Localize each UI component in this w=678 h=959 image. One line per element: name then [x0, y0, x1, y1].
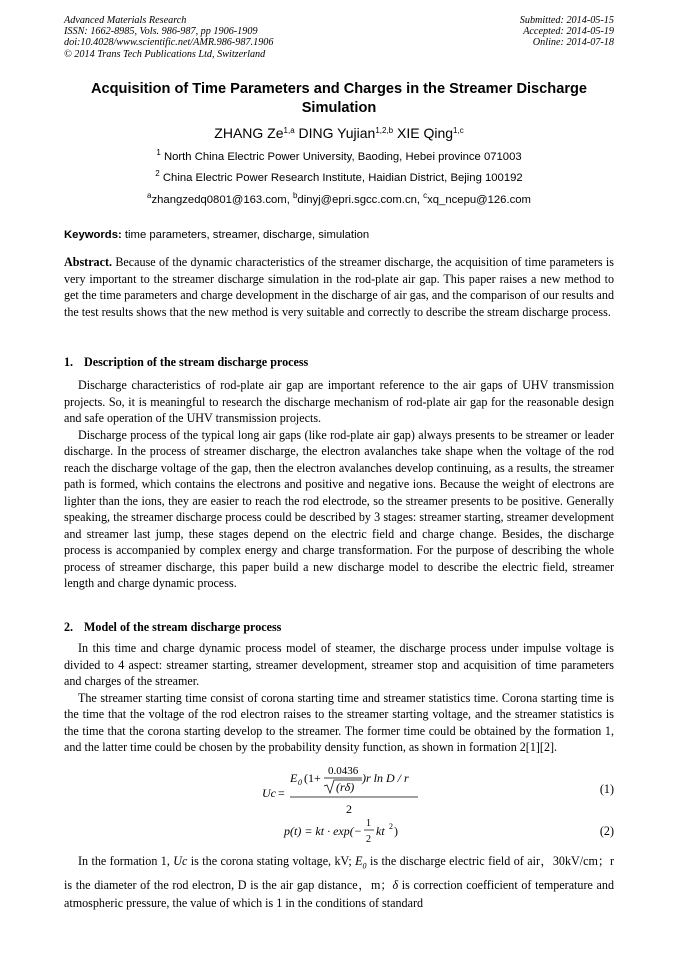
journal-header: [64, 15, 273, 60]
var-e0-sub: 0: [362, 861, 367, 871]
equation-1-number: (1): [599, 782, 614, 796]
eq2-frac-num: 1: [366, 818, 371, 829]
eq2-text-b: kt: [376, 824, 385, 838]
eq2-text-a: p(t) = kt · exp(−: [284, 824, 362, 838]
keywords: [64, 228, 369, 242]
section-2-heading: [64, 619, 281, 635]
equation-1: [258, 763, 428, 818]
paragraph: Discharge characteristics of rod-plate air gap are important reference to the air gaps of UHV transmission projects. So, it is meaningful to research the discharge mechanism of rod-plate air gap for the reasonable design and safe operation of the UHV transmission projects.: [64, 378, 614, 425]
journal-name: Advanced Materials Research: [64, 15, 187, 26]
accepted-date: Accepted: 2014-05-19: [523, 26, 614, 38]
affiliation-2: [60, 171, 618, 185]
author-name: ZHANG Ze: [214, 125, 284, 141]
eq1-lhs: Uc: [262, 786, 276, 800]
keywords-label: Keywords:: [64, 229, 122, 241]
paragraph: Discharge process of the typical long air gaps (like rod-plate air gap) always presents to be streamer or leader discharge. In the process of streamer discharge, the electron avalanches take shape when the voltage of the rod reach the discharge voltage of the gap, then the electron avalanches develop continuing, as a results, the streamer path is formed, which contains the electrons and positive and negative ions. Because the weight of electrons are lighter than the ions, they are easier to reach the rod electrode, so the streamer presents to be positive. Generally speaking, the streamer discharge process could be described by 3 stages: streamer starting, streamer development and streamer last jump, these stages depend on the electric field and charge change. Besides, the discharge process is accompanied by complex energy and charge transformation. For the purpose of describing the whole process of streamer discharge, this paper build a new discharge model to describe the electric field, streamer length and charge dynamic process.: [64, 427, 614, 590]
eq1-e: E: [290, 771, 298, 785]
var-uc: Uc: [173, 854, 188, 868]
author-list: [60, 124, 618, 142]
eq1-den: 2: [346, 802, 352, 816]
equation-2: [282, 817, 432, 849]
abstract-text: Because of the dynamic characteristics of the streamer discharge, the acquisition of time parameters is very important to the streamer discharge simulation in the rod-plate air gap. This paper raises a new method to get the time parameters and charge development in the discharge of air gas, and the comparison of our results and the test results shows that the new method is very suitable and correctly to describe the stream discharge process.: [64, 255, 614, 319]
section-1-body: [64, 377, 614, 592]
email-b: dinyj@epri.sgcc.com.cn,: [297, 194, 424, 206]
email-sup: b: [292, 191, 298, 200]
submitted-date: Submitted: 2014-05-15: [519, 15, 614, 26]
equation-2-number: (2): [599, 824, 614, 838]
abstract-label: Abstract.: [64, 255, 113, 269]
eq2-text-c: ): [394, 824, 398, 838]
journal-doi: doi:10.4028/www.scientific.net/AMR.986-987.1906: [64, 37, 274, 49]
eq2-frac-den: 2: [366, 834, 371, 845]
paragraph: In this time and charge dynamic process model of steamer, the discharge process under impulse voltage is divided to 4 aspect: streamer starting, streamer development, streamer stop and acquisition of time parameters and charges of the streamer.: [64, 641, 614, 688]
author-name: DING Yujian: [298, 125, 376, 141]
keywords-text: time parameters, streamer, discharge, simulation: [121, 229, 370, 241]
eq1-e-sub: 0: [298, 778, 302, 787]
affiliation-text: China Electric Power Research Institute, Haidian District, Bejing 100192: [162, 172, 523, 184]
affiliation-sup: 2: [155, 169, 160, 178]
eq1-equals: =: [278, 786, 285, 800]
text: is the discharge electric field of air，30kV/cm；r is the diameter of the rod electron, D is the air gap distance，m；: [64, 854, 614, 892]
paragraph: The streamer starting time consist of corona starting time and streamer statistics time. Corona starting time is the time that the voltage of the rod electron raises to the streamer starting voltage, and the streamer statistics is the time that the corona starting develop to the streamer. The former time could be obtained by the formation 1, and the latter time could be chosen by the probability density function, as shown in formation 2[1][2].: [64, 690, 614, 754]
section-title: Model of the stream discharge process: [84, 620, 282, 634]
affiliation-1: [60, 150, 618, 164]
final-paragraph: [64, 852, 614, 913]
email-sup: a: [147, 191, 152, 200]
section-number: 2.: [64, 620, 74, 634]
affiliation-text: North China Electric Power University, Baoding, Hebei province 071003: [163, 151, 522, 163]
eq2-sup: 2: [389, 822, 393, 831]
abstract: [64, 254, 614, 320]
eq1-sqrt: (rδ): [336, 780, 355, 794]
email-sup: c: [423, 191, 428, 200]
eq1-num: 0.0436: [328, 765, 359, 777]
author-sup: 1,c: [453, 126, 464, 135]
author-sup: 1,2,b: [375, 126, 394, 135]
journal-copyright: © 2014 Trans Tech Publications Ltd, Switzerland: [64, 48, 266, 60]
eq1-coef: (1+: [304, 771, 321, 785]
email-a: zhangzedq0801@163.com,: [151, 194, 293, 206]
section-1-heading: [64, 354, 308, 370]
author-sup: 1,a: [283, 126, 295, 135]
text: In the formation 1,: [78, 854, 174, 868]
dates-header: [520, 15, 614, 49]
text: is the corona stating voltage, kV;: [187, 854, 356, 868]
paper-title: Acquisition of Time Parameters and Charges in the Streamer Discharge Simulation: [90, 81, 588, 116]
journal-issn: ISSN: 1662-8985, Vols. 986-987, pp 1906-1909: [64, 26, 258, 38]
section-number: 1.: [64, 355, 74, 369]
section-title: Description of the stream discharge process: [84, 355, 309, 369]
var-e0: E: [355, 854, 363, 868]
var-delta: δ: [392, 877, 399, 892]
section-2-body: [64, 640, 614, 756]
email-line: [60, 193, 618, 207]
email-c: xq_ncepu@126.com: [427, 194, 531, 206]
text: is correction coefficient of temperature and atmospheric pressure, the value of which is 1 in the conditions of standard: [64, 877, 614, 911]
author-name: XIE Qing: [397, 125, 454, 141]
eq1-tail: )r ln D / r: [362, 771, 409, 785]
affiliation-sup: 1: [156, 148, 161, 157]
online-date: Online: 2014-07-18: [532, 37, 614, 49]
